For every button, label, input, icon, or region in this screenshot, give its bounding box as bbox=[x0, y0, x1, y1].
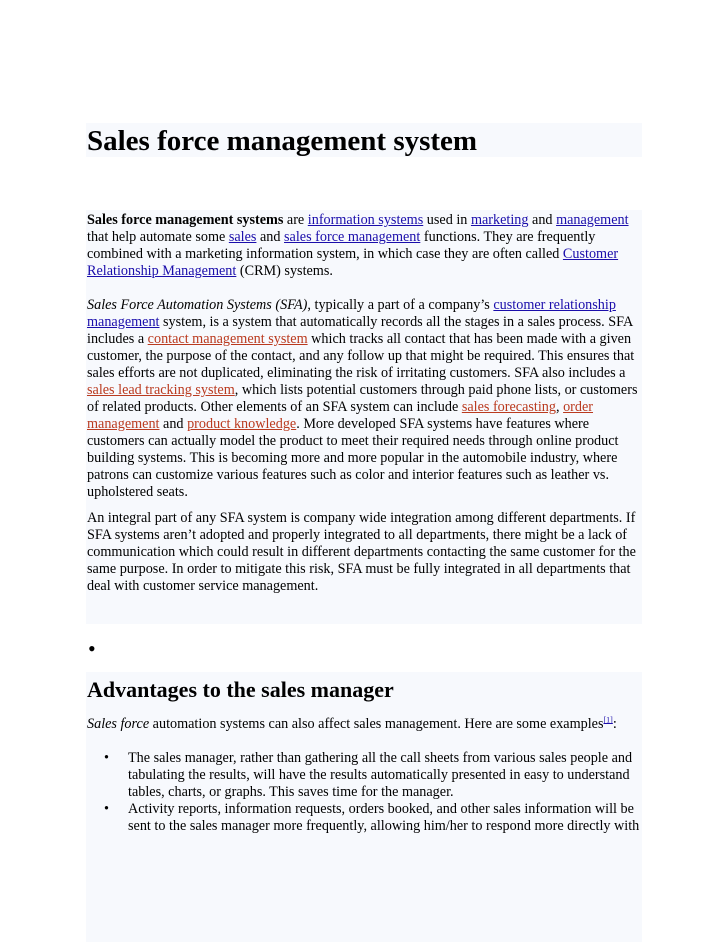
sales-force-term: Sales force bbox=[87, 716, 150, 732]
page-title: Sales force management system bbox=[87, 125, 478, 157]
link-sales-lead-tracking[interactable]: sales lead tracking system bbox=[87, 382, 235, 398]
sfa-line-3: includes a contact management system which tracks all contact that has been made with a given bbox=[87, 331, 632, 347]
link-order-management-part1[interactable]: order bbox=[563, 399, 594, 415]
link-order-management-part2[interactable]: management bbox=[87, 416, 160, 432]
link-crm-part1[interactable]: Customer bbox=[562, 246, 619, 262]
intro-line-3: combined with a marketing information system, in which case they are often called Customer bbox=[87, 246, 619, 262]
sfa-term: Sales Force Automation Systems (SFA) bbox=[87, 297, 308, 313]
sfa-line-8: management and product knowledge. More developed SFA systems have features where bbox=[87, 416, 590, 432]
link-product-knowledge[interactable]: product knowledge bbox=[187, 416, 297, 432]
sfa-line-6: sales lead tracking system, which lists potential customers through paid phone lists, or customers bbox=[87, 382, 638, 398]
sfa-line-10: building systems. This is becoming more and more popular in the automobile industry, where bbox=[87, 450, 618, 466]
integration-line-1: An integral part of any SFA system is company wide integration among different departments. If bbox=[87, 510, 636, 526]
link-customer-relationship[interactable]: customer relationship bbox=[493, 297, 616, 313]
intro-line-4: Relationship Management (CRM) systems. bbox=[87, 263, 333, 279]
advantages-list bbox=[87, 750, 643, 835]
sfa-line-5: sales efforts are not duplicated, eliminating the risk of irritating customers. SFA also includes a bbox=[87, 365, 626, 381]
bullet-icon: • bbox=[88, 636, 96, 661]
sfa-line-1: Sales Force Automation Systems (SFA), typically a part of a company’s customer relationship bbox=[87, 297, 616, 313]
list-item: • The sales manager, rather than gathering all the call sheets from various sales people and tabulating the results, will have the results automatically presented in easy to understand tables, charts, or graphs. This saves time for the manager. bbox=[104, 750, 633, 800]
integration-line-5: deal with customer service management. bbox=[87, 578, 319, 594]
integration-paragraph bbox=[87, 510, 643, 595]
link-crm-part2[interactable]: Relationship Management bbox=[87, 263, 237, 279]
sfa-line-12: upholstered seats. bbox=[87, 484, 188, 500]
link-management[interactable]: management bbox=[556, 212, 629, 228]
integration-line-3: communication which could result in different departments contacting the same customer for the bbox=[87, 544, 636, 560]
sfa-line-7: of related products. Other elements of an SFA system can include sales forecasting, order bbox=[87, 399, 594, 415]
bold-term: Sales force management systems bbox=[87, 212, 284, 228]
link-sales-force-management[interactable]: sales force management bbox=[284, 229, 421, 245]
link-sales-forecasting[interactable]: sales forecasting bbox=[461, 399, 556, 415]
list-item: • Activity reports, information requests, orders booked, and other sales information will be sent to the sales manager more frequently, allowing him/her to respond more directly with bbox=[104, 801, 640, 834]
sfa-line-2: management system, is a system that automatically records all the stages in a sales process. SFA bbox=[87, 314, 634, 330]
sfa-line-4: customer, the purpose of the contact, and any follow up that might be required. This ensures that bbox=[87, 348, 635, 364]
intro-line-1: Sales force management systems are information systems used in marketing and management bbox=[87, 212, 629, 228]
integration-line-2: SFA systems aren’t adopted and properly integrated to all departments, there might be a lack of bbox=[87, 527, 628, 543]
link-marketing[interactable]: marketing bbox=[470, 212, 529, 228]
link-sales[interactable]: sales bbox=[228, 229, 257, 245]
intro-paragraph bbox=[87, 212, 643, 280]
sfa-line-11: patrons can customize various features such as color and interior features such as leather vs. bbox=[87, 467, 609, 483]
advantages-intro: Sales force automation systems can also affect sales management. Here are some examples[1]: bbox=[87, 715, 617, 732]
sfa-line-9: customers can actually model the product to meet their required needs through online product bbox=[87, 433, 619, 449]
advantages-heading: Advantages to the sales manager bbox=[87, 677, 394, 702]
reference-link[interactable]: [1] bbox=[603, 715, 613, 725]
link-crm-management[interactable]: management bbox=[87, 314, 160, 330]
sfa-paragraph bbox=[87, 297, 643, 501]
bullet-icon: • bbox=[104, 801, 109, 817]
link-information-systems[interactable]: information systems bbox=[307, 212, 424, 228]
integration-line-4: same purpose. In order to mitigate this risk, SFA must be fully integrated in all departments that bbox=[87, 561, 631, 577]
intro-line-2: that help automate some sales and sales force management functions. They are frequently bbox=[87, 229, 596, 245]
link-contact-management-system[interactable]: contact management system bbox=[147, 331, 308, 347]
bullet-icon: • bbox=[104, 750, 109, 766]
